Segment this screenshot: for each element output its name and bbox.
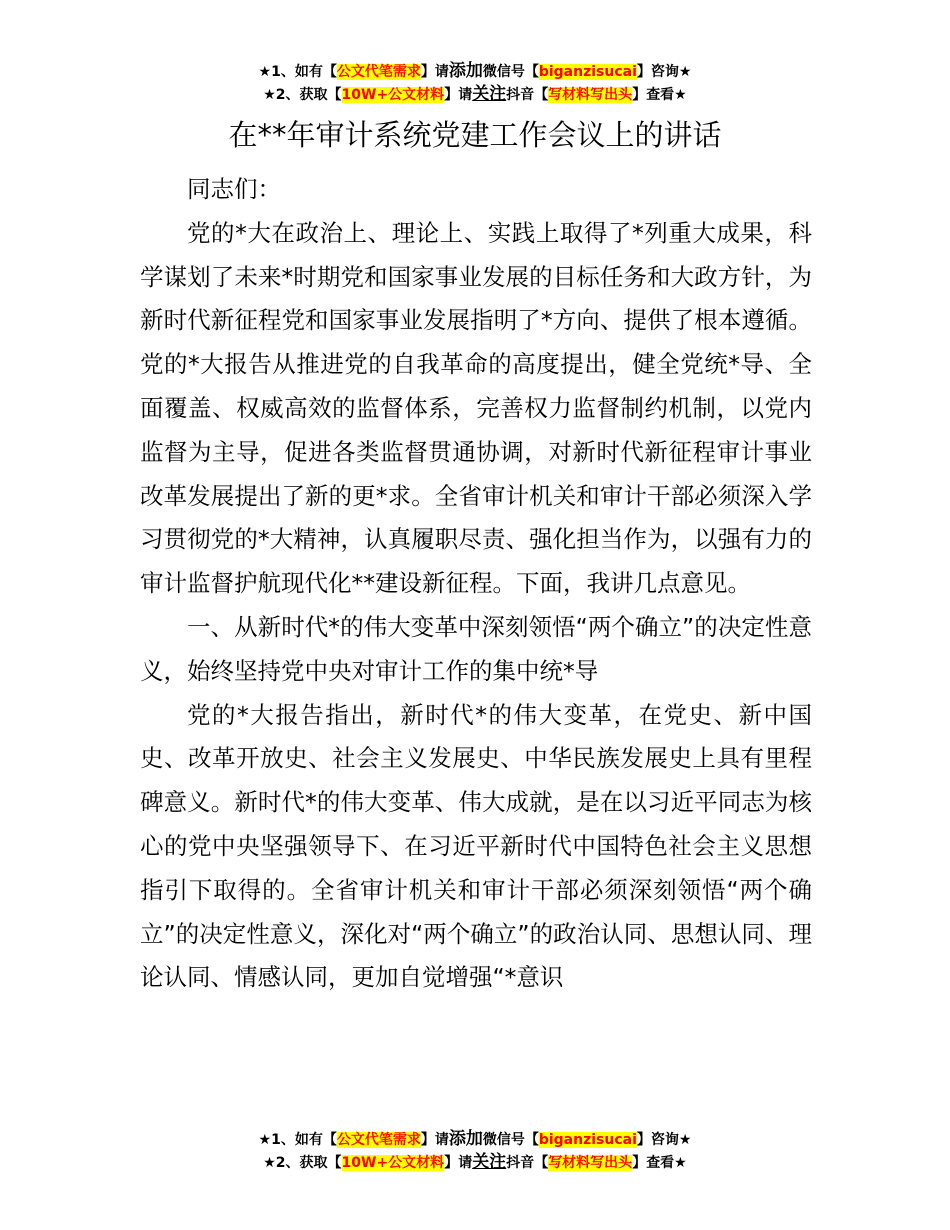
emphasis-text: 关注 [472, 84, 507, 104]
salutation: 同志们： [187, 175, 281, 203]
bracket: 】 [444, 1155, 459, 1171]
footer-banner [0, 1128, 950, 1174]
bracket: 【 [322, 64, 337, 80]
banner-text: 抖音 [506, 87, 535, 103]
banner-text: 咨询★ [650, 64, 692, 80]
bracket: 】 [632, 87, 647, 103]
emphasis-text: 关注 [472, 1152, 507, 1172]
highlight-text: 公文代笔需求 [336, 1132, 421, 1148]
section-heading: 一、从新时代*的伟大变革中深刻领悟“两个确立”的决定性意义，始终坚持党中央对审计工作的集中统*导 [140, 612, 812, 685]
bracket: 【 [327, 1155, 342, 1171]
banner-text: 查看★ [646, 87, 687, 103]
highlight-text: 10W+公文材料 [341, 1155, 445, 1171]
banner-text: 咨询★ [650, 1132, 692, 1148]
banner-text: 请 [458, 1155, 473, 1171]
banner-text: ★2、获取 [263, 87, 328, 103]
body-paragraph: 党的*大报告指出，新时代*的伟大变革，在党史、新中国史、改革开放史、社会主义发展史、中华民族发展史上具有里程碑意义。新时代*的伟大变革、伟大成就，是在以习近平同志为核心的党中央坚强领导下、在习近平新时代中国特色社会主义思想指引下取得的。全省审计机关和审计干部必须深刻领悟“两个确立”的决定性意义，深化对“两个确立”的政治认同、思想认同、理论认同、情感认同，更加自觉增强“*意识 [140, 700, 812, 992]
highlight-text: biganzisucai [538, 64, 637, 80]
bracket: 】 [444, 87, 459, 103]
highlight-text: 10W+公文材料 [341, 87, 445, 103]
banner-text: 请 [434, 1132, 449, 1148]
banner-text: ★2、获取 [263, 1155, 328, 1171]
bracket: 【 [322, 1132, 337, 1148]
banner-text: 请 [458, 87, 473, 103]
emphasis-text: 添加 [448, 61, 483, 81]
bracket: 】 [636, 1132, 651, 1148]
banner-line-1 [0, 1128, 950, 1151]
highlight-text: 写材料写出头 [548, 87, 633, 103]
banner-text: 查看★ [646, 1155, 687, 1171]
highlight-text: biganzisucai [538, 1132, 637, 1148]
bracket: 】 [420, 1132, 435, 1148]
banner-text: ★1、如有 [258, 64, 323, 80]
document-body [140, 168, 812, 1000]
bracket: 【 [534, 1155, 549, 1171]
bracket: 】 [420, 64, 435, 80]
bracket: 】 [632, 1155, 647, 1171]
emphasis-text: 添加 [448, 1129, 483, 1149]
banner-text: 请 [434, 64, 449, 80]
bracket: 【 [524, 64, 539, 80]
banner-line-2 [0, 83, 950, 106]
body-paragraph: 党的*大在政治上、理论上、实践上取得了*列重大成果，科学谋划了未来*时期党和国家事业发展的目标任务和大政方针，为新时代新征程党和国家事业发展指明了*方向、提供了根本遵循。党的*大报告从推进党的自我革命的高度提出，健全党统*导、全面覆盖、权威高效的监督体系，完善权力监督制约机制，以党内监督为主导，促进各类监督贯通协调，对新时代新征程审计事业改革发展提出了新的更*求。全省审计机关和审计干部必须深入学习贯彻党的*大精神，认真履职尽责、强化担当作为，以强有力的审计监督护航现代化**建设新征程。下面，我讲几点意见。 [140, 218, 812, 598]
highlight-text: 公文代笔需求 [336, 64, 421, 80]
bracket: 【 [534, 87, 549, 103]
bracket: 【 [524, 1132, 539, 1148]
highlight-text: 写材料写出头 [548, 1155, 633, 1171]
document-title: 在**年审计系统党建工作会议上的讲话 [228, 118, 722, 152]
banner-text: ★1、如有 [258, 1132, 323, 1148]
header-banner [0, 60, 950, 106]
banner-line-1 [0, 60, 950, 83]
banner-text: 微信号 [482, 64, 525, 80]
banner-text: 抖音 [506, 1155, 535, 1171]
banner-text: 微信号 [482, 1132, 525, 1148]
bracket: 【 [327, 87, 342, 103]
banner-line-2 [0, 1151, 950, 1174]
bracket: 】 [636, 64, 651, 80]
